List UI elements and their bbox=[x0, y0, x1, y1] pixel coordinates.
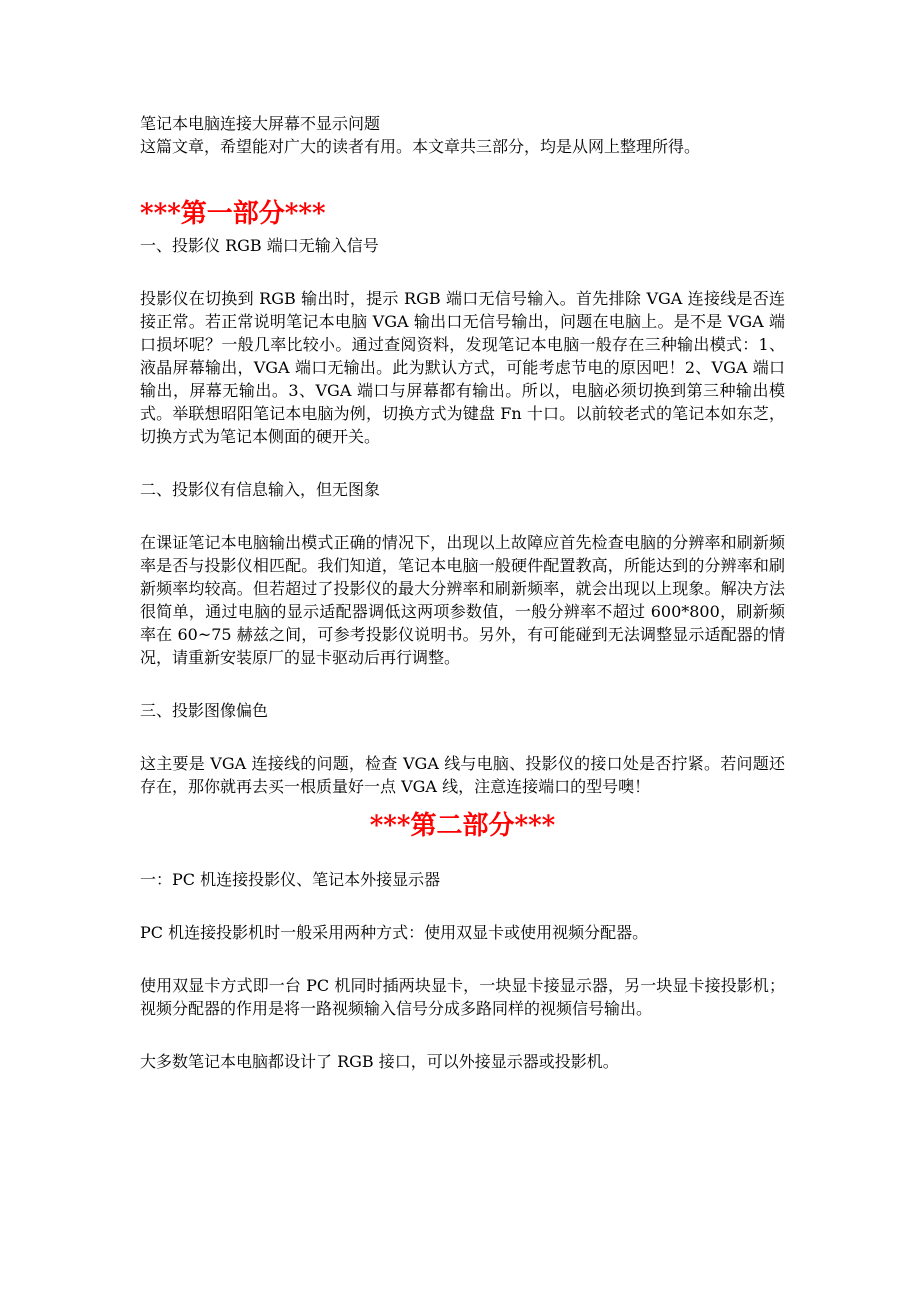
spacer bbox=[140, 158, 785, 198]
part1-heading-3: 三、投影图像偏色 bbox=[140, 701, 269, 720]
part1-title: ***第一部分*** bbox=[140, 199, 326, 229]
part1-paragraph-1: 投影仪在切换到 RGB 输出时，提示 RGB 端口无信号输入。首先排除 VGA 连接线是否连接正常。若正常说明笔记本电脑 VGA 输出口无信号输出，问题在电脑上。是不是 VGA 端口损坏呢？一般几率比较小。通过查阅资料，发现笔记本电脑一般存在三种输出模式：1、液晶屏幕输出，VGA 端口无输出。此为默认方式，可能考虑节电的原因吧！2、VGA 端口输出，屏幕无输出。3、VGA 端口与屏幕都有输出。所以，电脑必须切换到第三种输出模式。举联想昭阳笔记本电脑为例，切换方式为键盘 Fn 十口。以前较老式的笔记本如东芝，切换方式为笔记本侧面的硬开关。 bbox=[140, 289, 785, 446]
part2-paragraph-3: 大多数笔记本电脑都设计了 RGB 接口，可以外接显示器或投影机。 bbox=[140, 1052, 619, 1071]
part2-title: ***第二部分*** bbox=[369, 811, 556, 841]
part2-paragraph-2: 使用双显卡方式即一台 PC 机同时插两块显卡，一块显卡接显示器，另一块显卡接投影机；视频分配器的作用是将一路视频输入信号分成多路同样的视频信号输出。 bbox=[140, 976, 785, 1018]
part1-heading-2: 二、投影仪有信息输入，但无图象 bbox=[140, 480, 381, 499]
part1-heading-1: 一、投影仪 RGB 端口无输入信号 bbox=[140, 236, 379, 255]
part2-heading-1: 一：PC 机连接投影仪、笔记本外接显示器 bbox=[140, 870, 441, 889]
part2-paragraph-1: PC 机连接投影机时一般采用两种方式：使用双显卡或使用视频分配器。 bbox=[140, 923, 649, 942]
document-intro: 这篇文章，希望能对广大的读者有用。本文章共三部分，均是从网上整理所得。 bbox=[140, 137, 701, 156]
part1-paragraph-2: 在课证笔记本电脑输出模式正确的情况下，出现以上故障应首先检查电脑的分辨率和刷新频率是否与投影仪相匹配。我们知道，笔记本电脑一般硬件配置教高，所能达到的分辨率和刷新频率均较高。但若超过了投影仪的最大分辨率和刷新频率，就会出现以上现象。解决方法很简单，通过电脑的显示适配器调低这两项参数值，一般分辨率不超过 600*800，刷新频率在 60~75 赫兹之间，可参考投影仪说明书。另外，有可能碰到无法调整显示适配器的情况，请重新安装原厂的显卡驱动后再行调整。 bbox=[140, 533, 785, 667]
part1-paragraph-3: 这主要是 VGA 连接线的问题，检查 VGA 线与电脑、投影仪的接口处是否拧紧。若问题还存在，那你就再去买一根质量好一点 VGA 线，注意连接端口的型号噢！ bbox=[140, 754, 785, 796]
document-page bbox=[140, 112, 785, 1073]
document-title: 笔记本电脑连接大屏幕不显示问题 bbox=[140, 114, 381, 133]
